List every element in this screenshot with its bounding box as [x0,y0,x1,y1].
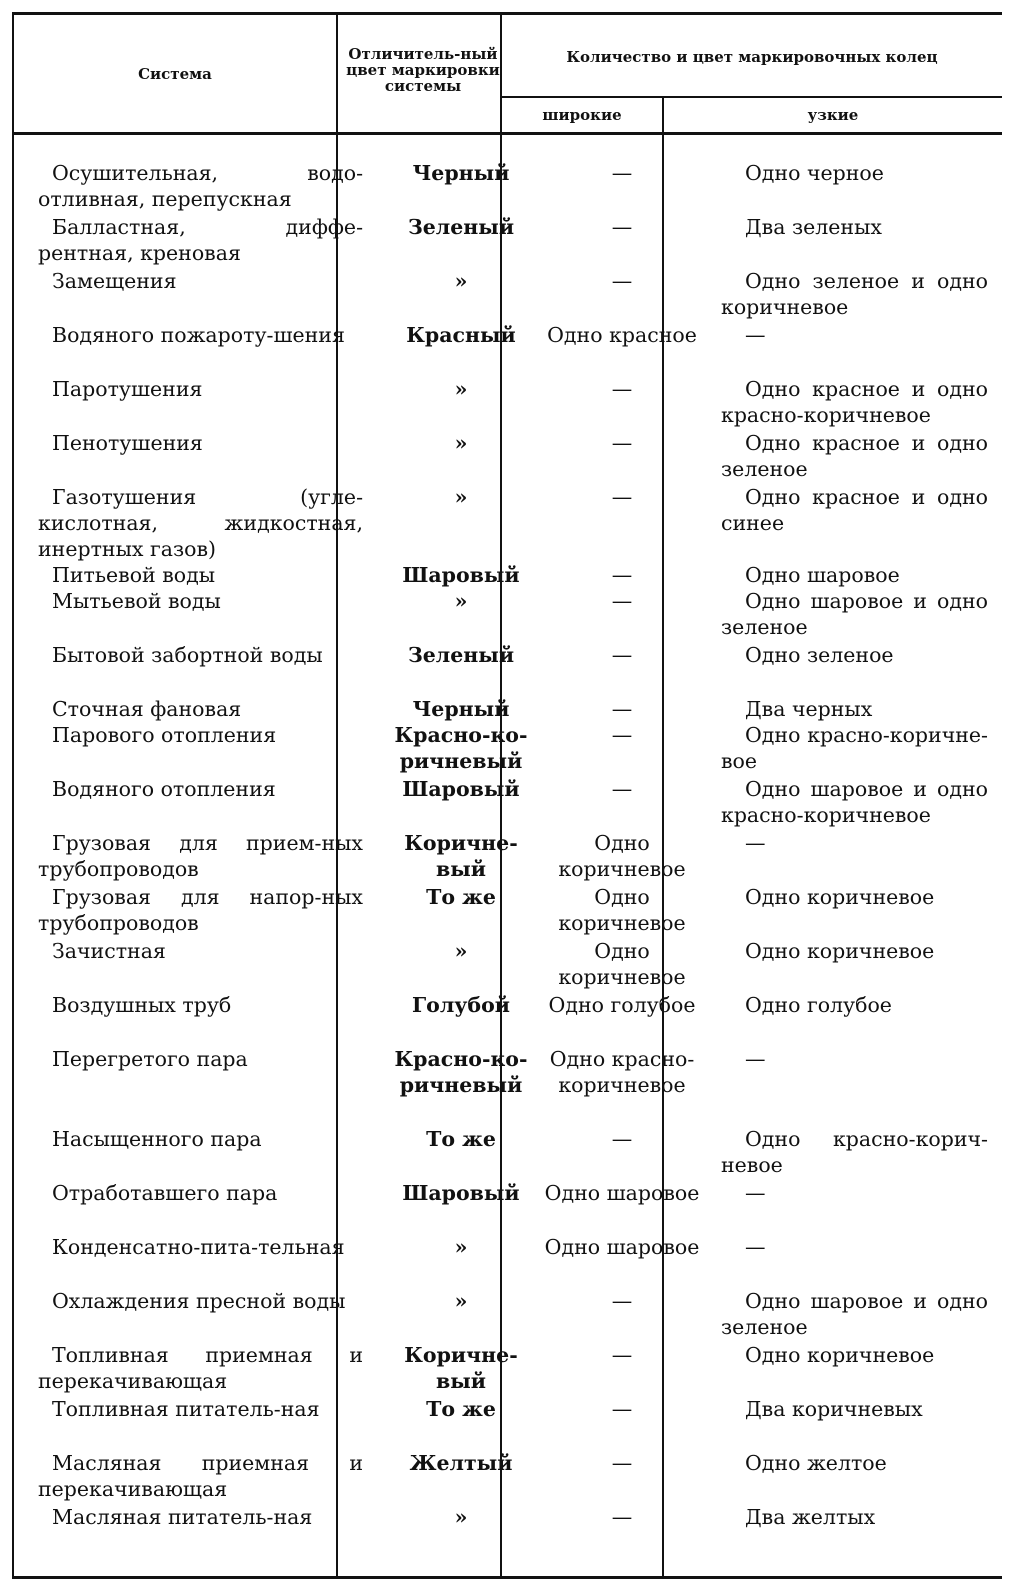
wide-rings-cell: Одно красное [547,323,697,347]
wide-rings-cell: — [611,485,633,509]
narrow-rings-cell [703,830,1002,884]
color-cell: Черный [412,697,510,721]
system-cell-text: Воздушных труб [52,993,232,1017]
color-cell: » [454,269,468,293]
marking-table [12,12,1002,1580]
color-cell: » [454,1289,468,1313]
system-cell [12,484,381,562]
system-cell [12,322,381,376]
table-row [12,1180,1002,1234]
narrow-rings-cell-text: Одно коричневое [745,1343,935,1367]
system-cell [12,1180,381,1234]
wide-rings-cell: — [611,215,633,239]
narrow-rings-cell [703,1342,1002,1396]
header-rings: Количество и цвет маркировочных колец [566,48,938,66]
wide-rings-cell: — [611,589,633,613]
system-cell-text: Балластная, диффе-рентная, креновая [38,215,363,265]
header-color: Отличитель-ный цвет маркировки системы [346,45,500,95]
system-cell-text: Перегретого пара [52,1047,248,1071]
color-cell: Шаровый [402,563,520,587]
table-row [12,1342,1002,1396]
table-row [12,430,1002,484]
wide-rings-cell: — [611,1289,633,1313]
system-cell-text: Топливная приемная и перекачивающая [38,1343,363,1393]
system-cell [12,562,381,588]
system-cell [12,376,381,430]
system-cell [12,1450,381,1504]
system-cell-text: Парового отопления [52,723,277,747]
system-cell-text: Питьевой воды [52,563,216,587]
narrow-rings-cell-text: — [745,1047,766,1071]
system-cell-text: Пенотушения [52,431,203,455]
narrow-rings-cell-text: Одно зеленое и одно коричневое [721,269,988,319]
table-row [12,830,1002,884]
color-cell: Зеленый [407,215,515,239]
wide-rings-cell: — [611,1127,633,1151]
system-cell [12,588,381,642]
color-cell: Черный [412,161,510,185]
system-cell-text: Паротушения [52,377,203,401]
wide-rings-cell: — [611,1505,633,1529]
header-system: Система [138,64,212,83]
system-cell-text: Газотушения (угле-кислотная, жидкостная, инертных газов) [38,485,363,561]
narrow-rings-cell [703,696,1002,722]
color-cell: Шаровый [402,777,520,801]
system-cell [12,1234,381,1288]
system-cell [12,160,381,214]
wide-rings-cell: — [611,777,633,801]
narrow-rings-cell [703,1288,1002,1342]
narrow-rings-cell-text: — [745,323,766,347]
narrow-rings-cell [703,322,1002,376]
narrow-rings-cell [703,776,1002,830]
system-cell-text: Водяного отопления [52,777,276,801]
color-cell: Красно-ко-ричневый [394,723,528,773]
wide-rings-cell: Одно коричневое [558,939,686,989]
system-cell-text: Сточная фановая [52,697,242,721]
system-cell [12,776,381,830]
narrow-rings-cell [703,214,1002,268]
narrow-rings-cell-text: Два желтых [745,1505,876,1529]
wide-rings-cell: Одно коричневое [558,831,686,881]
wide-rings-cell: — [611,643,633,667]
narrow-rings-cell-text: — [745,1181,766,1205]
system-cell-text: Мытьевой воды [52,589,221,613]
color-cell: » [454,431,468,455]
system-cell-text: Грузовая для прием-ных трубопроводов [38,831,363,881]
narrow-rings-cell [703,1180,1002,1234]
system-cell-text: Топливная питатель-ная [52,1397,320,1421]
narrow-rings-cell-text: Одно шаровое [745,563,900,587]
color-cell: » [454,1235,468,1259]
table-row [12,938,1002,992]
narrow-rings-cell-text: Два коричневых [745,1397,923,1421]
color-cell: » [454,1505,468,1529]
table-row [12,1234,1002,1288]
color-cell: Красный [406,323,516,347]
narrow-rings-cell [703,1234,1002,1288]
system-cell [12,884,381,938]
table-row [12,1450,1002,1504]
narrow-rings-cell [703,1046,1002,1126]
system-cell [12,1126,381,1180]
color-cell: Голубой [412,993,510,1017]
narrow-rings-cell-text: Одно красно-коричне-вое [721,723,988,773]
narrow-rings-cell [703,1450,1002,1504]
wide-rings-cell: — [611,697,633,721]
wide-rings-cell: — [611,377,633,401]
narrow-rings-cell-text: Одно желтое [745,1451,887,1475]
narrow-rings-cell-text: Одно шаровое и одно зеленое [721,1289,988,1339]
wide-rings-cell: — [611,723,633,747]
wide-rings-cell: — [611,1343,633,1367]
narrow-rings-cell [703,722,1002,776]
narrow-rings-cell-text: Одно коричневое [745,939,935,963]
narrow-rings-cell-text: Два зеленых [745,215,882,239]
system-cell-text: Масляная питатель-ная [52,1505,313,1529]
table-row [12,562,1002,588]
narrow-rings-cell-text: — [745,1235,766,1259]
system-cell-text: Бытовой забортной воды [52,643,323,667]
table-bottom-rule [12,1576,1002,1579]
narrow-rings-cell [703,1126,1002,1180]
system-cell-text: Насыщенного пара [52,1127,262,1151]
narrow-rings-cell [703,588,1002,642]
color-cell: То же [426,1397,496,1421]
narrow-rings-cell-text: Одно красное и одно красно-коричневое [721,377,988,427]
header-wide: широкие [542,106,622,124]
table-row [12,1046,1002,1126]
system-cell-text: Масляная приемная и перекачивающая [38,1451,363,1501]
system-cell-text: Грузовая для напор-ных трубопроводов [38,885,363,935]
table-row [12,376,1002,430]
narrow-rings-cell-text: — [745,831,766,855]
narrow-rings-cell-text: Два черных [745,697,873,721]
narrow-rings-cell-text: Одно зеленое [745,643,894,667]
narrow-rings-cell-text: Одно красное и одно синее [721,485,988,535]
system-cell [12,992,381,1046]
system-cell [12,214,381,268]
narrow-rings-cell [703,884,1002,938]
color-cell: Красно-ко-ричневый [394,1047,528,1097]
narrow-rings-cell [703,562,1002,588]
narrow-rings-cell-text: Одно красное и одно зеленое [721,431,988,481]
table-row [12,1126,1002,1180]
color-cell: Коричне-вый [404,831,518,881]
system-cell [12,1504,381,1558]
header-narrow: узкие [807,106,859,124]
wide-rings-cell: — [611,1451,633,1475]
system-cell [12,1288,381,1342]
table-row [12,1504,1002,1558]
system-cell [12,642,381,696]
wide-rings-cell: Одно шаровое [544,1181,700,1205]
table-row [12,214,1002,268]
system-cell [12,1046,381,1126]
table-row [12,884,1002,938]
wide-rings-cell: Одно шаровое [544,1235,700,1259]
table-row [12,322,1002,376]
system-cell-text: Конденсатно-пита-тельная [52,1235,345,1259]
narrow-rings-cell-text: Одно красно-корич-невое [721,1127,988,1177]
narrow-rings-cell [703,992,1002,1046]
table-row [12,1396,1002,1450]
system-cell-text: Осушительная, водо-отливная, перепускная [38,161,363,211]
table-body [12,160,1002,1558]
system-cell [12,1396,381,1450]
narrow-rings-cell [703,1396,1002,1450]
color-cell: » [454,485,468,509]
wide-rings-cell: — [611,161,633,185]
table-row [12,696,1002,722]
narrow-rings-cell [703,376,1002,430]
table-row [12,484,1002,562]
narrow-rings-cell-text: Одно черное [745,161,884,185]
table-row [12,776,1002,830]
color-cell: Зеленый [407,643,515,667]
color-cell: Коричне-вый [404,1343,518,1393]
table-row [12,588,1002,642]
system-cell [12,722,381,776]
table-row [12,722,1002,776]
table-row [12,268,1002,322]
narrow-rings-cell [703,1504,1002,1558]
system-cell-text: Отработавшего пара [52,1181,278,1205]
system-cell-text: Зачистная [52,939,166,963]
narrow-rings-cell [703,160,1002,214]
system-cell-text: Замещения [52,269,177,293]
narrow-rings-cell [703,430,1002,484]
header-bottom-rule [12,132,1002,135]
narrow-rings-cell-text: Одно шаровое и одно зеленое [721,589,988,639]
color-cell: То же [426,885,496,909]
color-cell: То же [426,1127,496,1151]
narrow-rings-cell [703,642,1002,696]
table-row [12,642,1002,696]
system-cell-text: Охлаждения пресной воды [52,1289,346,1313]
color-cell: » [454,589,468,613]
wide-rings-cell: — [611,1397,633,1421]
color-cell: Желтый [409,1451,513,1475]
wide-rings-cell: — [611,563,633,587]
color-cell: Шаровый [402,1181,520,1205]
system-cell [12,430,381,484]
wide-rings-cell: Одно красно-коричневое [549,1047,695,1097]
narrow-rings-cell [703,484,1002,562]
table-row [12,992,1002,1046]
wide-rings-cell: — [611,431,633,455]
table-row [12,160,1002,214]
narrow-rings-cell-text: Одно шаровое и одно красно-коричневое [721,777,988,827]
table-row [12,1288,1002,1342]
system-cell [12,1342,381,1396]
system-cell [12,268,381,322]
system-cell [12,938,381,992]
narrow-rings-cell-text: Одно коричневое [745,885,935,909]
system-cell-text: Водяного пожароту-шения [52,323,345,347]
narrow-rings-cell [703,938,1002,992]
color-cell: » [454,939,468,963]
narrow-rings-cell [703,268,1002,322]
system-cell [12,696,381,722]
wide-rings-cell: — [611,269,633,293]
narrow-rings-cell-text: Одно голубое [745,993,892,1017]
wide-rings-cell: Одно коричневое [558,885,686,935]
color-cell: » [454,377,468,401]
system-cell [12,830,381,884]
wide-rings-cell: Одно голубое [548,993,696,1017]
